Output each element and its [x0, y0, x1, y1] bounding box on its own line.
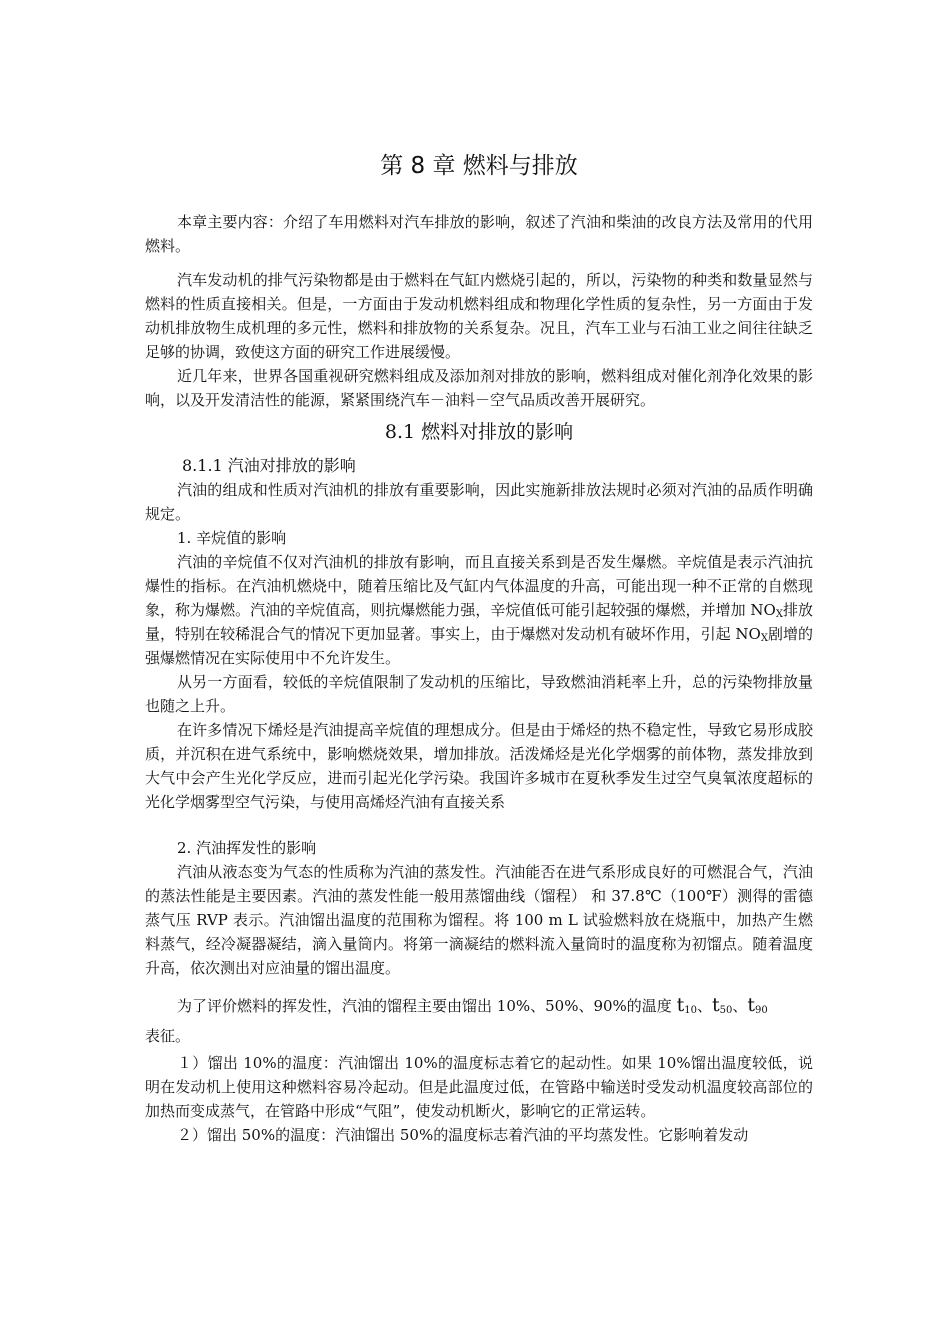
- paragraph-6: 在许多情况下烯烃是汽油提高辛烷值的理想成分。但是由于烯烃的热不稳定性，导致它易形成胶质，并沉积在进气系统中，影响燃烧效果，增加排放。活泼烯烃是光化学烟雾的前体物，蒸发排放到大气中会产生光化学反应，进而引起光化学污染。我国许多城市在夏秋季发生过空气臭氧浓度超标的光化学烟雾型空气污染，与使用高烯烃汽油有直接关系: [145, 721, 813, 811]
- intro-paragraph: 本章主要内容：介绍了车用燃料对汽车排放的影响，叙述了汽油和柴油的改良方法及常用的代用燃料。: [145, 213, 813, 255]
- paragraph-8: [145, 990, 813, 1051]
- separator-1: 、: [696, 997, 712, 1015]
- nox-subscript-1: X: [775, 609, 783, 620]
- paragraph-4-text-c: 剧增的强爆燃情况在实际使用中不允许发生。: [145, 625, 813, 667]
- t50-subscript: 50: [719, 1005, 733, 1016]
- t10-subscript: 10: [684, 1005, 697, 1016]
- page-content: [145, 140, 813, 1147]
- nox-subscript-2: X: [760, 633, 768, 644]
- subsection-title: 8.1.1 汽油对排放的影响: [182, 456, 356, 475]
- paragraph-5: 从另一方面看，较低的辛烷值限制了发动机的压缩比，导致燃油消耗率上升，总的污染物排放量也随之上升。: [145, 673, 813, 715]
- paragraph-1: 汽车发动机的排气污染物都是由于燃料在气缸内燃烧引起的，所以，污染物的种类和数量显然与燃料的性质直接相关。但是，一方面由于发动机燃料组成和物理化学性质的复杂性，另一方面由于发动机排放物生成机理的多元性，燃料和排放物的关系复杂。况且，汽车工业与石油工业之间往往缺乏足够的协调，致使这方面的研究工作进展缓慢。: [145, 271, 813, 361]
- t-symbol-2: t: [711, 994, 720, 1016]
- chapter-title: 第 8 章 燃料与排放: [380, 153, 578, 179]
- separator-2: 、: [732, 997, 748, 1015]
- paragraph-3: 汽油的组成和性质对汽油机的排放有重要影响，因此实施新排放法规时必须对汽油的品质作明确规定。: [145, 481, 813, 523]
- section-title: 8.1 燃料对排放的影响: [384, 421, 574, 443]
- paragraph-4: [145, 550, 813, 670]
- paragraph-4-text-b: 排放量，特别在较稀混合气的情况下更加显著。事实上，由于爆燃对发动机有破坏作用，引起 NO: [145, 601, 813, 643]
- item-1-title: 1. 辛烷值的影响: [177, 529, 287, 547]
- paragraph-8-text-b: 表征。: [145, 1027, 191, 1045]
- item-2-title: 2. 汽油挥发性的影响: [177, 839, 317, 857]
- t-symbol-1: t: [676, 994, 685, 1016]
- paragraph-10: ２）馏出 50%的温度：汽油馏出 50%的温度标志着汽油的平均蒸发性。它影响着发动: [177, 1126, 749, 1144]
- paragraph-7: 汽油从液态变为气态的性质称为汽油的蒸发性。汽油能否在进气系形成良好的可燃混合气，汽油的蒸法性能是主要因素。汽油的蒸发性能一般用蒸馏曲线（馏程） 和 37.8℃（100℉）测得的雷德蒸气压 RVP 表示。汽油馏出温度的范围称为馏程。将 100 m L 试验燃料放在烧瓶中，加热产生燃料蒸气，经冷凝器凝结，滴入量筒内。将第一滴凝结的燃料流入量筒时的温度称为初馏点。随着温度升高，依次测出对应油量的馏出温度。: [145, 863, 813, 977]
- paragraph-8-text-a: 为了评价燃料的挥发性，汽油的馏程主要由馏出 10%、50%、90%的温度: [177, 997, 677, 1015]
- paragraph-9: １）馏出 10%的温度：汽油馏出 10%的温度标志着它的起动性。如果 10%馏出温度较低，说明在发动机上使用这种燃料容易冷起动。但是此温度过低，在管路中输送时受发动机温度较高部位的加热而变成蒸气，在管路中形成“气阻”，使发动机断火，影响它的正常运转。: [145, 1054, 813, 1120]
- t90-subscript: 90: [754, 1005, 768, 1016]
- paragraph-2: 近几年来，世界各国重视研究燃料组成及添加剂对排放的影响，燃料组成对催化剂净化效果的影响，以及开发清洁性的能源，紧紧围绕汽车－油料－空气品质改善开展研究。: [145, 367, 813, 409]
- t-symbol-3: t: [747, 994, 755, 1016]
- paragraph-4-text-a: 汽油的辛烷值不仅对汽油机的排放有影响，而且直接关系到是否发生爆燃。辛烷值是表示汽油抗爆性的指标。在汽油机燃烧中，随着压缩比及气缸内气体温度的升高，可能出现一种不正常的自燃现象，称为爆燃。汽油的辛烷值高，则抗爆燃能力强，辛烷值低可能引起较强的爆燃，并增加 NO: [145, 553, 813, 619]
